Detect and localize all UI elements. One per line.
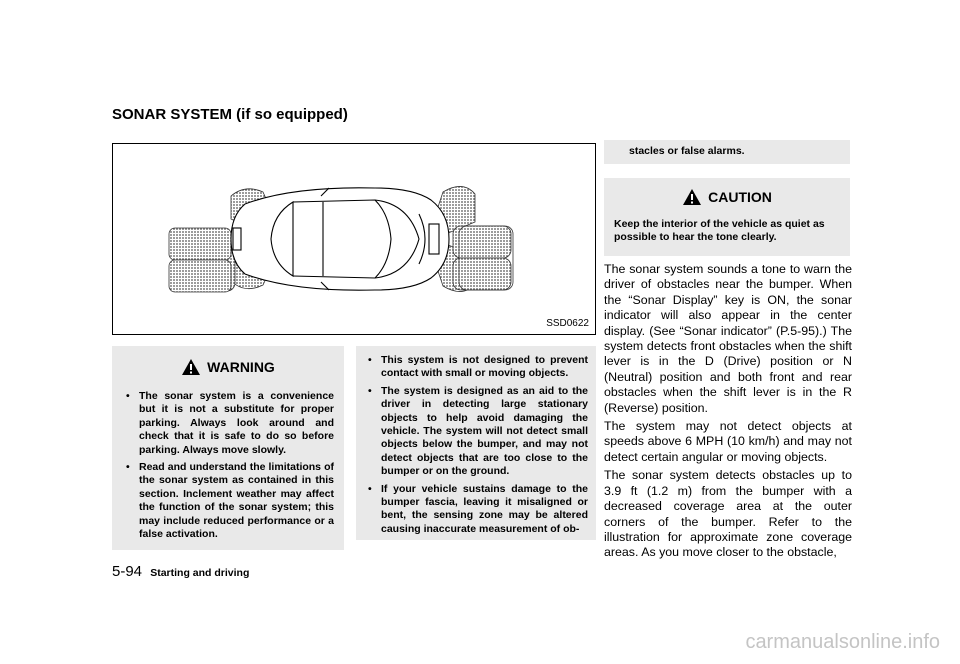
warning-bullet-3: • This system is not designed to prevent contact with small or moving objects.	[364, 354, 588, 381]
zone-rear-center-4	[169, 260, 231, 292]
warning-bullet-1: • The sonar system is a convenience but it is not a substitute for proper parking. Always look around and check that it is safe to do so before parking. Always move slowly.	[122, 390, 334, 457]
caution-triangle-icon	[682, 188, 702, 206]
warning-continuation-box	[604, 140, 850, 164]
warning-bullet-2: • Read and understand the limitations of the sonar system as contained in this section. Inclement weather may affect the function of the sonar system; this may include reduced performance or a false activation.	[122, 461, 334, 541]
caution-text: Keep the interior of the vehicle as quiet as possible to hear the tone clearly.	[614, 218, 825, 244]
caution-heading	[604, 188, 850, 206]
page-number: 5-94	[112, 563, 143, 580]
warning-list-2	[364, 354, 588, 536]
sonar-illustration	[112, 143, 596, 335]
section-title: SONAR SYSTEM (if so equipped)	[112, 106, 348, 123]
car-sonar-diagram	[113, 144, 595, 334]
page-footer	[112, 563, 249, 580]
body-paragraph-1: The sonar system sounds a tone to warn the driver of obstacles near the bumper. When the “Sonar Display” key is ON, the sonar indicator will also appear in the center display. (See “Sonar indicator” (P.5-95).) The system detects front obstacles when the shift lever is in the D (Drive) position or N (Neutral) position and both front and rear obstacles when the shift lever is in the R (Reverse) position.	[604, 262, 852, 415]
warning-box-continued	[356, 346, 596, 540]
body-paragraph-3: The sonar system detects obstacles up to 3.9 ft (1.2 m) from the bumper with a decreased coverage area at the outer corners of the bumper. Refer to the illustration for approximate zone coverage areas. As you move closer to the obstacle,	[604, 468, 852, 560]
body-paragraph-2: The system may not detect objects at speeds above 6 MPH (10 km/h) and may not detect certain angular or moving objects.	[604, 419, 852, 464]
figure-code: SSD0622	[546, 318, 589, 329]
footer-section: Starting and driving	[150, 567, 250, 579]
warning-list-1	[122, 390, 334, 541]
body-text	[604, 262, 852, 564]
warning-heading	[112, 358, 344, 376]
warning-continuation: stacles or false alarms.	[629, 145, 745, 157]
caution-box	[604, 178, 850, 256]
warning-box	[112, 346, 344, 550]
caution-title: CAUTION	[708, 189, 772, 205]
car-outline	[231, 188, 449, 290]
zone-front-center-2	[453, 258, 511, 290]
warning-bullet-4: • The system is designed as an aid to the driver in detecting large stationary objects to help avoid damaging the vehicle. The system will not detect small objects below the bumper, and may not detect objects that are too close to the bumper or on the ground.	[364, 385, 588, 479]
zone-front-center-1	[453, 226, 511, 258]
warning-title: WARNING	[207, 359, 275, 375]
watermark: carmanualsonline.info	[745, 631, 940, 653]
warning-bullet-5: • If your vehicle sustains damage to the bumper fascia, leaving it misaligned or bent, the sensing zone may be altered causing inaccurate measurement of ob-	[364, 483, 588, 537]
warning-triangle-icon	[181, 358, 201, 376]
zone-rear-center-3	[169, 228, 231, 260]
